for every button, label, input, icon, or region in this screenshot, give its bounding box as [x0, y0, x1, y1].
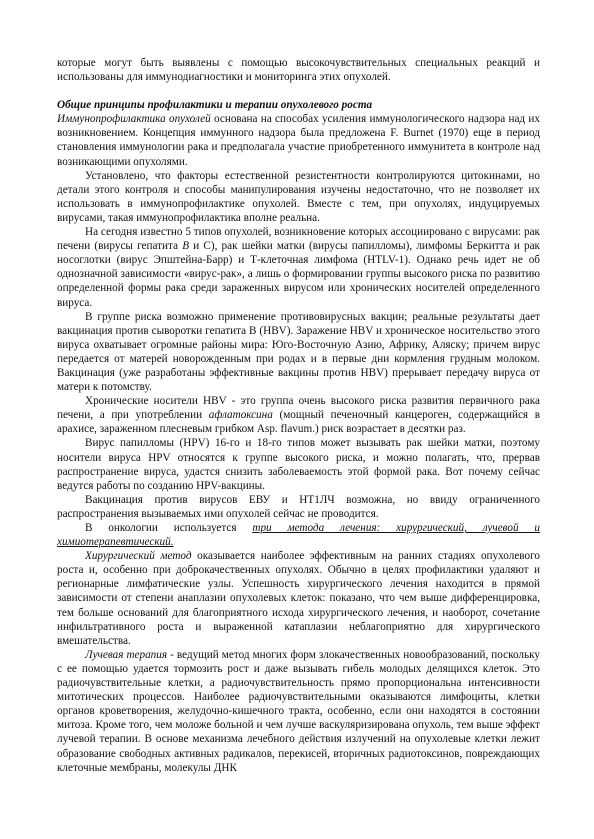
paragraph-hpv: Вирус папилломы (HPV) 16-го и 18-го типов может вызывать рак шейки матки, поэтому носители вируса HPV относятся к группе высокого риска, и можно полагать, что, прервав распространение вируса, удастся снизить заболеваемость этой формой рака. Вот почему сейчас ведутся работы по созданию HPV-вакцины.	[57, 437, 540, 492]
paragraph-hbv-vaccination: В группе риска возможно применение противовирусных вакцин; реальные результаты дает вакцинация против сыворотки гепатита В (HBV). Заражение HBV и хроническое носительство этого вируса охватывает огромные районы мира: Юго-Восточную Азию, Африку, Аляску; причем вирус передается от матерей новорожденным при родах и в первые дни кормления грудным молоком. Вакцинация (уже разработаны эффективные вакцины против HBV) прерывает передачу вируса от матери к потомству.	[57, 310, 540, 394]
paragraph-ebv-htlv: Вакцинация против вирусов ЕВУ и НТ1ЛЧ возможна, но ввиду ограниченного распространения вызываемых ими опухолей сейчас не проводится.	[57, 493, 540, 520]
paragraph-text: (мощный печеночный канцероген, содержащийся в арахисе, зараженном плесневым грибком Asp. flavum.) риск возрастает в десятки раз.	[57, 409, 540, 436]
paragraph-gap	[57, 84, 540, 98]
paragraph-cytokines: Установлено, что факторы естественной резистентности контролируются цитокинами, но детали этого контроля и способы манипулирования изучены недостаточно, что не позволяет их использовать в иммунопрофилактике опухолей. Вместе с тем, при опухолях, индуцируемых вирусами, такая иммунопрофилактика вполне реальна.	[57, 169, 540, 224]
section-heading: Общие принципы профилактики и терапии опухолевого роста	[57, 99, 373, 112]
document-page	[57, 56, 540, 775]
term-surgical-method: Хирургический метод	[85, 550, 192, 563]
paragraph-intro: которые могут быть выявлены с помощью высокочувствительных специальных реакций и использованы для иммунодиагностики и мониторинга этих опухолей.	[57, 57, 540, 84]
paragraph-text: На сегодня известно 5 типов опухолей, возникновение которых ассоциировано с вирусами: рак печени (вирусы гепатита	[57, 226, 540, 253]
term-radiation-therapy: Лучевая терапия	[85, 648, 168, 661]
paragraph-text: - ведущий метод многих форм злокачественных новообразований, поскольку с ее помощью удается тормозить рост и даже вызывать гибель молодых делящихся клеток. Это радиочувствительные клетки, а радиочувствительность прямо пропорциональна интенсивности митотических процессов. Наиболее радиочувствительными оказываются лимфоциты, клетки органов кроветворения, желудочно-кишечного тракта, особенно, если они находятся в состоянии митоза. Кроме того, чем моложе больной и чем лучше васкуляризирована опухоль, тем выше эффект лучевой терапии. В основе механизма лечебного действия излучений на опухолевые клетки лежит образование свободных активных радикалов, перекисей, вторичных радиотоксинов, повреждающих клеточные мембраны, молекулы ДНК	[57, 648, 540, 774]
paragraph-surgical	[57, 549, 540, 648]
paragraph-text: основана на способах усиления иммунологического надзора над их возникновением. Концепция иммунного надзора была предложена F. Burnet (1970) еще в период становления иммунологии рака и предполагала участие приобретенного иммунитета в контроле над возникающими опухолями.	[57, 113, 540, 168]
term-treatment-methods: три метода лечения: хирургический, лучевой и химиотерапевтический.	[57, 522, 540, 549]
term-immunoprophylaxis: Иммунопрофилактика опухолей	[57, 113, 211, 126]
paragraph-virus-tumors	[57, 225, 540, 310]
paragraph-text: В онкологии используется	[85, 522, 253, 534]
paragraph-text: и С), рак шейки матки (вирусы папилломы), лимфомы Беркитта и рак носоглотки (вирус Эпштейна-Барр) и Т-клеточная лимфома (HTLV-1). Однако речь идет не об однозначной зависимости «вирус-рак», а лишь о формировании группы высокого риска по развитию определенной формы рака среди зараженных вирусом или хронических носителей определенного вируса.	[57, 240, 540, 309]
paragraph-text: оказывается наиболее эффективным на ранних стадиях опухолевого роста и, особенно при доброкачественных опухолях. Обычно в целях профилактики удаляют и регионарные лимфатические узлы. Успешность хирургического лечения находится в прямой зависимости от степени анаплазии опухолевых клеток: показано, что чем выше дифференцировка, тем больше оснований для благоприятного исхода хирургического лечения, и наоборот, сочетание инфильтративного роста и выраженной катаплазии неблагоприятно для хирургического вмешательства.	[57, 550, 540, 647]
term-aflatoxin: афлатоксина	[208, 409, 273, 422]
italic-letter: В	[182, 240, 190, 253]
paragraph-immunoprophylaxis	[57, 112, 540, 168]
paragraph-text: Хронические носители HBV - это группа очень высокого риска развития первичного рака печени, а при употреблении	[57, 395, 540, 422]
paragraph-radiation	[57, 648, 540, 775]
paragraph-hbv-carriers	[57, 394, 540, 436]
paragraph-treatment-methods	[57, 521, 540, 549]
